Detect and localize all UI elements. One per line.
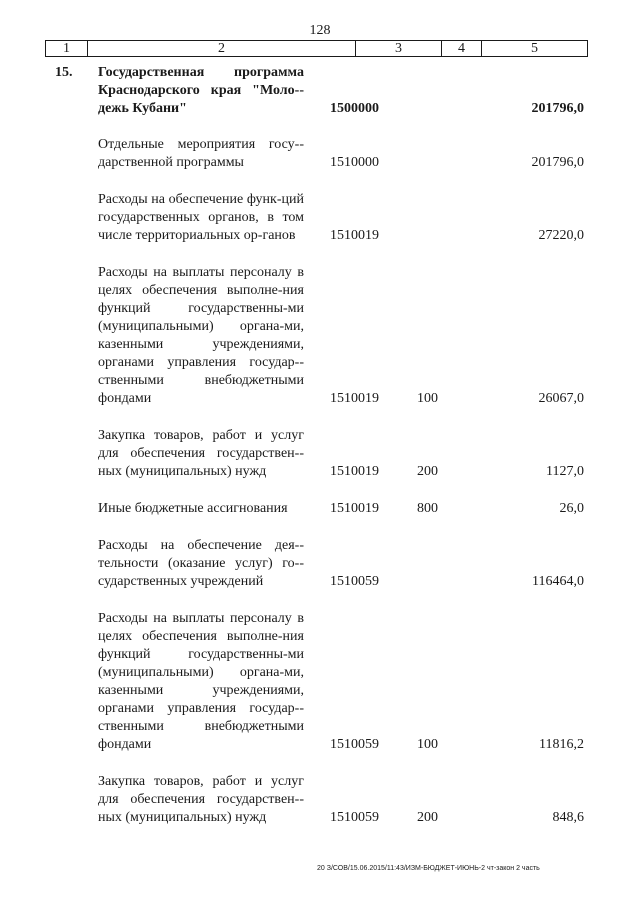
row-code: 1510059 [330,737,379,752]
table-row [0,136,640,172]
column-header-row [45,40,588,57]
column-header-1: 1 [46,41,88,56]
row-code: 1510019 [330,501,379,516]
row-amount: 11816,2 [539,737,584,752]
row-amount: 201796,0 [531,155,584,170]
row-amount: 116464,0 [532,574,584,589]
row-expense-type: 800 [417,501,438,516]
column-header-4: 4 [442,41,482,56]
row-expense-type: 100 [417,737,438,752]
row-code: 1510019 [330,464,379,479]
row-amount: 848,6 [552,810,584,825]
table-row-program [0,64,640,118]
table-row [0,537,640,591]
row-expense-type: 100 [417,391,438,406]
row-amount: 26,0 [559,501,584,516]
row-amount: 1127,0 [546,464,584,479]
row-description: Расходы на обеспечение функ-ций государственных органов, в том числе территориальных ор-ганов [98,192,304,243]
row-code: 1500000 [330,101,379,116]
row-description: Расходы на обеспечение дея-тельности (оказание услуг) го-сударственных учреждений [98,538,304,589]
row-expense-type: 200 [417,464,438,479]
table-row [0,500,640,518]
row-number: 15. [55,65,73,80]
document-footer-code: 20 З/СОВ/15.06.2015/11:43/ИЗМ-БЮДЖЕТ-ИЮНЬ-2 чт-закон 2 часть [317,865,540,872]
row-amount: 201796,0 [531,101,584,116]
page-number: 128 [309,23,331,38]
row-amount: 27220,0 [538,228,584,243]
row-description: Иные бюджетные ассигнования [98,501,288,516]
table-row [0,773,640,827]
row-code: 1510059 [330,810,379,825]
row-code: 1510059 [330,574,379,589]
row-description: Расходы на выплаты персоналу в целях обеспечения выполне-ния функций государственны-ми (муниципальными) органа-ми, казенными учреждениями, органами управления государ-ственными внебюджетными фондами [98,611,304,752]
column-header-2: 2 [88,41,356,56]
row-expense-type: 200 [417,810,438,825]
row-description: Закупка товаров, работ и услуг для обеспечения государствен-ных (муниципальных) нужд [98,428,304,479]
row-code: 1510019 [330,391,379,406]
row-description: Закупка товаров, работ и услуг для обеспечения государствен-ных (муниципальных) нужд [98,774,304,825]
table-row [0,191,640,245]
column-header-3: 3 [356,41,442,56]
row-code: 1510000 [330,155,379,170]
row-description: Отдельные мероприятия госу-дарственной программы [98,137,304,170]
budget-table-body [0,60,640,827]
table-row [0,610,640,754]
row-description: Расходы на выплаты персоналу в целях обеспечения выполне-ния функций государственны-ми (муниципальными) органа-ми, казенными учреждениями, органами управления государ-ственными внебюджетными фондами [98,265,304,406]
table-row [0,264,640,408]
row-code: 1510019 [330,228,379,243]
row-amount: 26067,0 [538,391,584,406]
table-row [0,427,640,481]
column-header-5: 5 [531,41,538,56]
row-description: Государственная программа Краснодарского края "Моло-дежь Кубани" [98,65,304,116]
